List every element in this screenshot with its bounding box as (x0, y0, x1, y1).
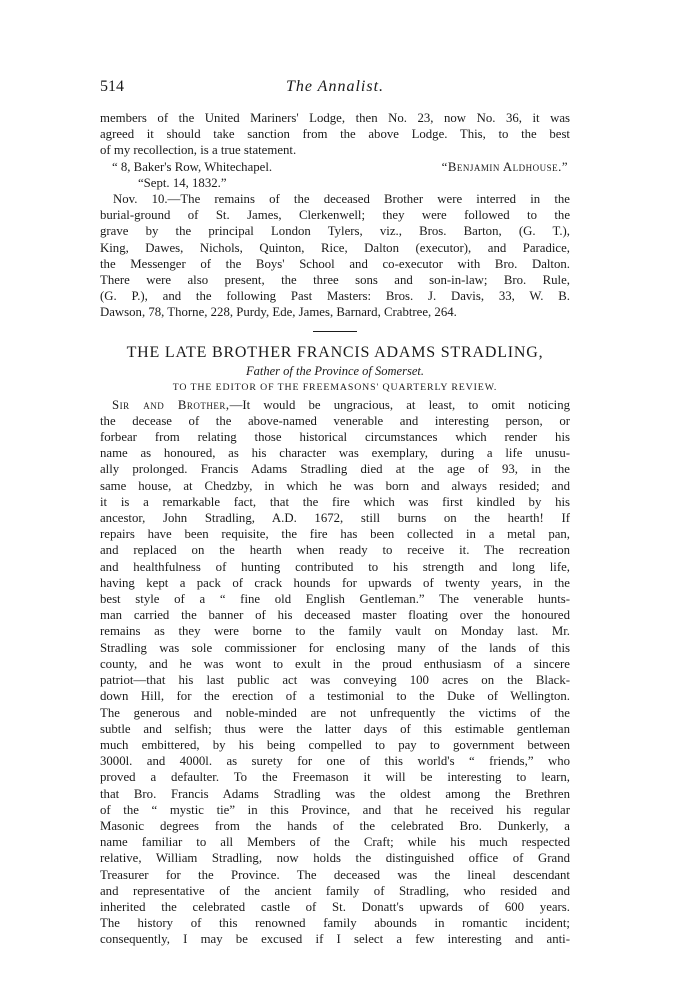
signature-name: “Benjamin Aldhouse.” (441, 159, 568, 174)
page (100, 78, 570, 948)
text-line: 3000l. and 4000l. as surety for one of this world's “ friends,” who (100, 754, 570, 769)
text-line: and healthfulness of hunting contributed to his strength and long life, (100, 559, 570, 574)
running-head (100, 78, 570, 104)
text-line: man carried the banner of his deceased master floating over the honoured (100, 608, 570, 623)
text-line: the Messenger of the Boys' School and co-executor with Bro. Dalton. (100, 256, 570, 271)
text-line: same house, at Chedzby, in which he was born and always resided; and (100, 478, 570, 493)
signature-date: “Sept. 14, 1832.” (138, 175, 227, 190)
text-line: remains as they were borne to the family vault on Monday last. Mr. (100, 624, 570, 639)
text-line: of my recollection, is a true statement. (100, 143, 297, 158)
text-line: the decease of the above-named venerable and interesting person, or (100, 413, 570, 428)
text-line: patriot—that his last public act was conveying 100 acres on the Black- (100, 673, 570, 688)
text-line: proved a defaulter. To the Freemason it will be interesting to learn, (100, 770, 570, 785)
burial-note (100, 191, 570, 321)
text-line: Dawson, 78, Thorne, 228, Purdy, Ede, James, Barnard, Crabtree, 264. (100, 305, 457, 320)
text-line: name familiar to all Members of the Craft; while his much respected (100, 835, 570, 850)
signature-line (100, 159, 570, 175)
text-line: best style of a “ fine old English Gentleman.” The venerable hunts- (100, 592, 570, 607)
text-line: inherited the celebrated castle of St. Donatt's upwards of 600 years. (100, 899, 570, 914)
article-addressee: TO THE EDITOR OF THE FREEMASONS' QUARTERLY REVIEW. (172, 381, 498, 393)
article-body (100, 397, 570, 948)
text-line: forbear from relating those historical circumstances which render his (100, 430, 570, 445)
text-line: and replaced on the hearth when ready to receive it. The recreation (100, 543, 570, 558)
text-line: much embittered, by his being compelled to pay to government between (100, 737, 570, 752)
continuation-paragraph (100, 110, 570, 191)
text-line (100, 397, 570, 413)
text-line: agreed it should take sanction from the above Lodge. This, to the best (100, 127, 570, 142)
section-divider (313, 331, 357, 332)
running-title: The Annalist. (285, 78, 385, 95)
text-line: it is a remarkable fact, that the fire which was first kindled by his (100, 494, 570, 509)
text-line: consequently, I may be excused if I select a few interesting and anti- (100, 932, 570, 947)
text-line: The generous and noble-minded are not unfrequently the victims of the (100, 705, 570, 720)
text-line: down Hill, for the erection of a testimonial to the Duke of Wellington. (100, 689, 570, 704)
page-number: 514 (100, 78, 124, 95)
text-line: repairs have been requisite, the fire has been collected in a metal pan, (100, 527, 570, 542)
text-line: having kept a pack of crack hounds for upwards of twenty years, in the (100, 575, 570, 590)
text-line: name as honoured, as his character was exemplary, during a life unusu- (100, 446, 570, 461)
text-line: Masonic degrees from the hands of the celebrated Bro. Dunkerly, a (100, 818, 570, 833)
first-line-text: —It would be ungracious, at least, to omit noticing (229, 397, 570, 412)
text-line: Nov. 10.—The remains of the deceased Brother were interred in the (113, 192, 570, 207)
signature-address: “ 8, Baker's Row, Whitechapel. (112, 159, 273, 174)
text-line: of the “ mystic tie” in this Province, and that he received his regular (100, 802, 570, 817)
text-line: that Bro. Francis Adams Stradling was the oldest among the Brethren (100, 786, 570, 801)
text-line: burial-ground of St. James, Clerkenwell; they were followed to the (100, 208, 570, 223)
text-line: relative, William Stradling, now holds the distinguished office of Grand (100, 851, 570, 866)
text-line: Treasurer for the Province. The deceased was the lineal descendant (100, 867, 570, 882)
text-line: grave by the principal London Tylers, viz., Bros. Barton, (G. T.), (100, 224, 570, 239)
text-line: members of the United Mariners' Lodge, then No. 23, now No. 36, it was (100, 111, 570, 125)
text-line: (G. P.), and the following Past Masters: Bros. J. Davis, 33, W. B. (100, 289, 570, 304)
text-line: ally prolonged. Francis Adams Stradling died at the age of 93, in the (100, 462, 570, 477)
text-line: county, and he was wont to exult in the proud enthusiasm of a sincere (100, 656, 570, 671)
article-title: THE LATE BROTHER FRANCIS ADAMS STRADLING, (126, 343, 544, 361)
article-subtitle: Father of the Province of Somerset. (246, 363, 424, 378)
text-line: There were also present, the three sons and son-in-law; Bro. Rule, (100, 273, 570, 288)
text-line: The history of this renowned family abounds in romantic incident; (100, 916, 570, 931)
text-line: King, Dawes, Nichols, Quinton, Rice, Dalton (executor), and Paradice, (100, 240, 570, 255)
text-line: subtle and selfish; thus were the latter days of this estimable gentleman (100, 721, 570, 736)
salutation: Sir and Brother, (112, 397, 230, 412)
text-line: Stradling was sole commissioner for enclosing many of the lands of this (100, 640, 570, 655)
text-line: and representative of the ancient family of Stradling, who resided and (100, 883, 570, 898)
text-line: ancestor, John Stradling, A.D. 1672, still burns on the hearth! If (100, 511, 570, 526)
